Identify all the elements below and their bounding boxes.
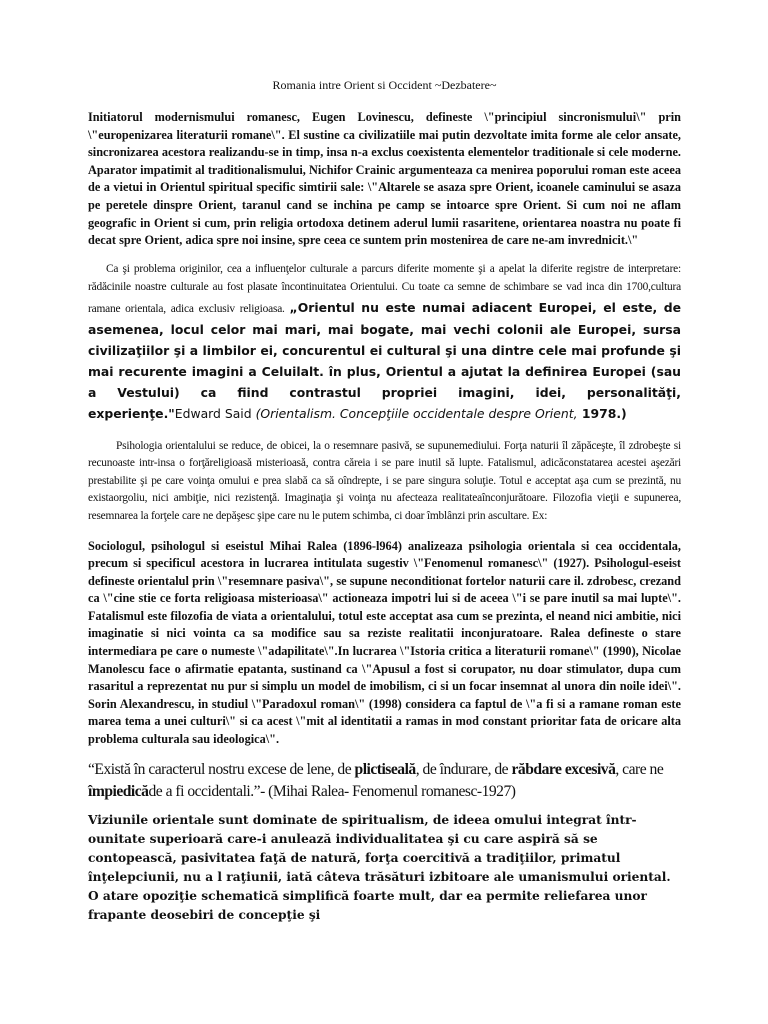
ralea-quote-part1: “Există în caracterul nostru excese de lene, de bbox=[88, 760, 355, 778]
paragraph-lovinescu-crainic: Initiatorul modernismului romanesc, Eugen Lovinescu, defineste \"principiul sincronismului\" prin \"europenizarea literaturii romane\". El sustine ca civilizatiile mai putin dezvoltate imita forme ale celor ansate, sincronizarea acestora realizandu-se in timp, insa n-a exclus coexistenta elementelor traditionale si cele moderne. Aparator impatimit al traditionalismului, Nichifor Crainic argumenteaza ca menirea poporului roman este aceea de a vietui in Orientul spiritual specific simtirii sale: \"Altarele se asaza spre Orient, icoanele caminului se asaza pe peretele dinspre Orient, taranul cand se inchina pe camp se intoarce spre Orient. Si cum noi ne aflam geografic in Orient si cum, prin religia ortodoxa detinem aderul lumii rasaritene, orientarea noastra nu poate fi decat spre Orient, adica spre noi insine, spre ceea ce suntem prin mostenirea de care ne-am invrednicit.\" bbox=[88, 110, 681, 248]
paragraph-oriental-visions bbox=[88, 811, 681, 925]
document-page bbox=[88, 78, 681, 925]
oriental-visions-line1: Viziunile orientale sunt dominate de spiritualism, de ideea omului integrat într-ounitate superioară care-i anulează individualitatea şi cu care aspiră să se bbox=[88, 812, 637, 846]
influences-intro-text: Ca şi problema originilor, cea a influenţelor culturale a parcurs diferite momente şi a apelat la diferite registre de interpretare: rădăcinile noastre culturale au fost plasate încontinuitatea Orientului. Cu toate ca semne de schimbare se vad inca din 1700,cultura ramane orientala, adica exclusiv religioasa. bbox=[88, 262, 681, 315]
quote-author: Edward Said bbox=[174, 405, 256, 421]
paragraph-influences bbox=[88, 260, 681, 424]
paragraph-ralea-manolescu: Sociologul, psihologul si eseistul Mihai Ralea (1896-l964) analizeaza psihologia orientala si cea occidentala, precum si specificul acestora in lucrarea intitulata sugestiv \"Fenomenul romanesc\" (1927). Psihologul-eseist defineste orientalul prin \"resemnare pasiva\", se supune neconditionat fortelor naturii care il. zdrobesc, crezand ca \"cine stie ce forta religioasa misterioasa\" actioneaza impotri lui si de aceea \"i se pare inutil sa mai lupte\". Fatalismul este filozofia de viata a orientalului, totul este acceptat asa cum se prezinta, el neand nici ambitie, nici imaginatie si nici vointa ca sa modifice sau sa reziste realitatii inconjuratoare. Ralea defineste o stare intermediara pe care o numeste \"adapilitate\".In lucrarea \"Istoria critica a literaturii romane\" (1990), Nicolae Manolescu face o afirmatie epatanta, sustinand ca \"Apusul a fost si corupator, nu doar stimulator, dupa cum rasaritul a reprezentat nu pur si simplu un model de imobilism, ci si un focar insemnat al unora din noile idei\". Sorin Alexandrescu, in studiul \"Paradoxul roman\" (1998) considera ca faptul de \"a fi si a ramane roman este marea tema a unei culturi\" si ca acest \"mit al identitatii a ramas in mod constant prioritar fata de oricare alta problema culturala sau ideologica\". bbox=[88, 538, 681, 747]
ralea-quote bbox=[88, 759, 681, 803]
ralea-quote-rabdare: răbdare excesivă bbox=[511, 760, 616, 778]
document-title: Romania intre Orient si Occident ~Dezbatere~ bbox=[272, 78, 497, 92]
ralea-quote-part4: de a fi occidentali.”- (Mihai Ralea- Fenomenul romanesc-1927) bbox=[148, 782, 516, 800]
quote-book-title: (Orientalism. Concepţiile occidentale despre Orient, bbox=[255, 405, 578, 421]
ralea-quote-part3: , care ne bbox=[615, 760, 664, 778]
ralea-quote-part2: , de îndurare, de bbox=[415, 760, 512, 778]
paragraph-oriental-psychology: Psihologia orientalului se reduce, de obicei, la o resemnare pasivă, se supunemediului. Forţa naturii îl zăpăceşte, îl zdrobeşte si recunoaste intr-insa o forţăreligioasă misterioasă, contra căreia i se pare inutil să lupte. Fatalismul, adicăconstatarea acestei aşezări prestabilite şi pe care voinţa omului e prea slabă ca să oîndrepte, i se pare singura soluţie. Totul e acceptat aşa cum se prezintă, nu existaorgoliu, nici ambiţie, nici rezistenţă. Imaginaţia şi voinţa nu afecteaza realitateaînconjurătoare. Filozofia vieţii e supunerea, resemnarea la forţele care ne depăşesc şipe care nu le putem schimba, ci doar îmblânzi prin ascultare. Ex: bbox=[88, 439, 681, 522]
edward-said-quote: „Orientul nu este numai adiacent Europei, el este, de asemenea, locul celor mai mari, mai bogate, mai vechi colonii ale Europei, sursa civilizaţiilor şi a limbilor ei, concurentul ei cultural şi una dintre cele mai profunde şi mai recurente imagini a Celuilalt. în plus, Orientul a ajutat la definirea Europei (sau a Vestului) ca fiind contrastul propriei imagini, idei, personalităţi, experienţe." bbox=[88, 299, 681, 421]
ralea-quote-plictiseala: plictiseală bbox=[354, 760, 416, 778]
quote-year: 1978.) bbox=[577, 405, 627, 421]
ralea-quote-impiedica: împiedică bbox=[88, 782, 149, 800]
oriental-visions-line2: contopească, pasivitatea faţă de natură, forţa coercitivă a tradiţiilor, primatul înţelepciunii, nu a l raţiunii, iată câteva trăsături izbitoare ale umanismului oriental. O atare opoziţie schematică simplifică foarte mult, dar ea permite reliefarea unor frapante deosebiri de concepţie şi bbox=[88, 850, 671, 922]
